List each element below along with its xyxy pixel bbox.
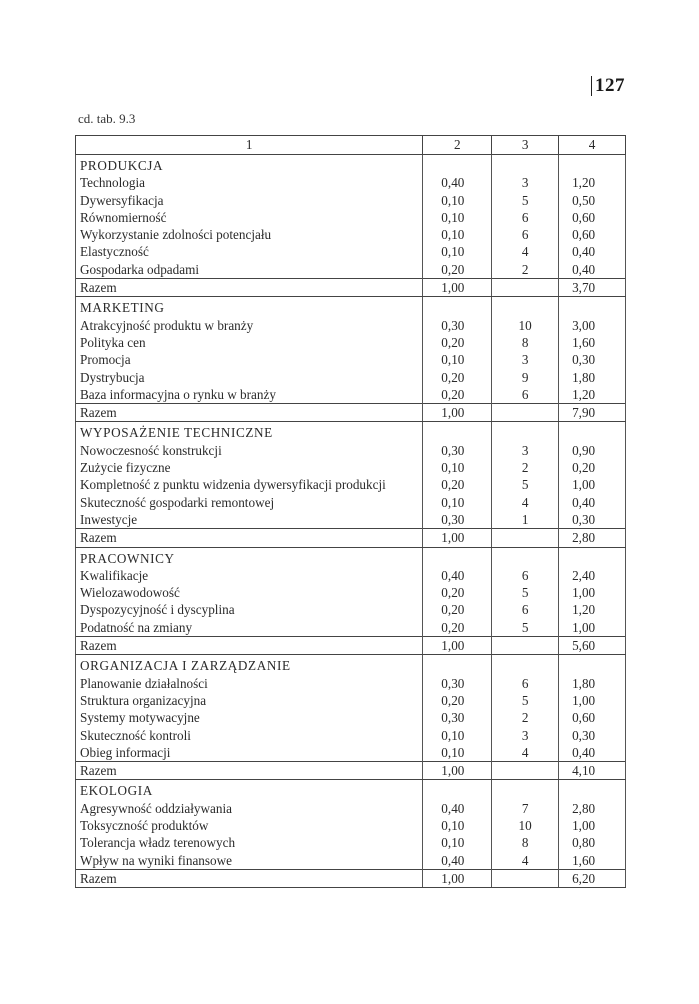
score-cell: 10 — [492, 317, 559, 334]
value-cell: 0,20 — [559, 459, 626, 476]
criterion-label: Obieg informacji — [76, 744, 423, 762]
value-cell: 0,60 — [559, 209, 626, 226]
value-cell: 1,20 — [559, 601, 626, 618]
total-label: Razem — [76, 279, 423, 297]
total-row — [76, 869, 626, 887]
score-cell: 6 — [492, 567, 559, 584]
section-title-row — [76, 780, 626, 800]
score-cell: 3 — [492, 174, 559, 191]
score-cell: 2 — [492, 709, 559, 726]
criterion-label: Nowoczesność konstrukcji — [76, 442, 423, 459]
weight-cell: 0,20 — [423, 369, 492, 386]
value-cell: 1,00 — [559, 619, 626, 637]
criterion-label: Wykorzystanie zdolności potencjału — [76, 226, 423, 243]
criterion-label: Promocja — [76, 351, 423, 368]
empty-cell — [492, 422, 559, 442]
table-row — [76, 675, 626, 692]
table-row — [76, 744, 626, 762]
empty-cell — [492, 297, 559, 317]
value-cell: 0,40 — [559, 494, 626, 511]
empty-cell — [559, 422, 626, 442]
header-col-4: 4 — [559, 136, 626, 155]
empty-cell — [492, 547, 559, 567]
weight-cell: 0,20 — [423, 584, 492, 601]
section-title-row — [76, 547, 626, 567]
criterion-label: Planowanie działalności — [76, 675, 423, 692]
score-cell: 6 — [492, 675, 559, 692]
value-cell: 1,00 — [559, 692, 626, 709]
weight-cell: 0,20 — [423, 261, 492, 279]
criterion-label: Wielozawodowość — [76, 584, 423, 601]
score-cell: 4 — [492, 243, 559, 260]
table-row — [76, 386, 626, 404]
table-row — [76, 174, 626, 191]
total-weight: 1,00 — [423, 762, 492, 780]
total-weight: 1,00 — [423, 279, 492, 297]
table-row — [76, 852, 626, 870]
criterion-label: Wpływ na wyniki finansowe — [76, 852, 423, 870]
value-cell: 0,30 — [559, 511, 626, 529]
section-title-row — [76, 297, 626, 317]
weight-cell: 0,10 — [423, 494, 492, 511]
header-col-3: 3 — [492, 136, 559, 155]
score-cell: 6 — [492, 386, 559, 404]
section-title: EKOLOGIA — [76, 780, 423, 800]
criterion-label: Polityka cen — [76, 334, 423, 351]
value-cell: 2,40 — [559, 567, 626, 584]
criterion-label: Atrakcyjność produktu w branży — [76, 317, 423, 334]
table-row — [76, 834, 626, 851]
table-row — [76, 619, 626, 637]
section-title: ORGANIZACJA I ZARZĄDZANIE — [76, 655, 423, 675]
score-cell: 5 — [492, 619, 559, 637]
total-label: Razem — [76, 637, 423, 655]
table-row — [76, 511, 626, 529]
empty-cell — [492, 655, 559, 675]
value-cell: 3,00 — [559, 317, 626, 334]
weight-cell: 0,10 — [423, 744, 492, 762]
table-row — [76, 226, 626, 243]
header-col-1: 1 — [76, 136, 423, 155]
weight-cell: 0,30 — [423, 511, 492, 529]
total-label: Razem — [76, 404, 423, 422]
score-cell: 1 — [492, 511, 559, 529]
weight-cell: 0,10 — [423, 192, 492, 209]
criterion-label: Systemy motywacyjne — [76, 709, 423, 726]
total-value: 6,20 — [559, 869, 626, 887]
table-row — [76, 601, 626, 618]
section-title-row — [76, 422, 626, 442]
value-cell: 1,60 — [559, 852, 626, 870]
weight-cell: 0,10 — [423, 459, 492, 476]
empty-cell — [492, 155, 559, 175]
total-row — [76, 762, 626, 780]
weight-cell: 0,10 — [423, 209, 492, 226]
page-number: 127 — [591, 76, 625, 96]
criterion-label: Toksyczność produktów — [76, 817, 423, 834]
criterion-label: Równomierność — [76, 209, 423, 226]
header-col-2: 2 — [423, 136, 492, 155]
weight-cell: 0,40 — [423, 567, 492, 584]
empty-cell — [559, 780, 626, 800]
criterion-label: Struktura organizacyjna — [76, 692, 423, 709]
criterion-label: Kompletność z punktu widzenia dywersyfikacji produkcji — [76, 476, 423, 493]
table-row — [76, 192, 626, 209]
criterion-label: Skuteczność kontroli — [76, 727, 423, 744]
value-cell: 0,80 — [559, 834, 626, 851]
criterion-label: Zużycie fizyczne — [76, 459, 423, 476]
weight-cell: 0,10 — [423, 351, 492, 368]
score-cell: 5 — [492, 476, 559, 493]
section-title: PRODUKCJA — [76, 155, 423, 175]
empty-cell — [559, 297, 626, 317]
score-cell: 5 — [492, 584, 559, 601]
total-weight: 1,00 — [423, 637, 492, 655]
total-row — [76, 529, 626, 547]
criterion-label: Podatność na zmiany — [76, 619, 423, 637]
criterion-label: Gospodarka odpadami — [76, 261, 423, 279]
table-row — [76, 243, 626, 260]
total-row — [76, 404, 626, 422]
value-cell: 0,50 — [559, 192, 626, 209]
weight-cell: 0,20 — [423, 601, 492, 618]
empty-cell — [559, 547, 626, 567]
weight-cell: 0,10 — [423, 834, 492, 851]
value-cell: 0,40 — [559, 261, 626, 279]
value-cell: 0,60 — [559, 709, 626, 726]
weight-cell: 0,20 — [423, 692, 492, 709]
criterion-label: Baza informacyjna o rynku w branży — [76, 386, 423, 404]
value-cell: 1,00 — [559, 584, 626, 601]
score-cell: 8 — [492, 834, 559, 851]
table-row — [76, 567, 626, 584]
score-cell: 5 — [492, 192, 559, 209]
weight-cell: 0,40 — [423, 800, 492, 817]
value-cell: 1,80 — [559, 369, 626, 386]
table-row — [76, 817, 626, 834]
score-cell: 4 — [492, 494, 559, 511]
score-cell: 6 — [492, 601, 559, 618]
total-score — [492, 529, 559, 547]
table-row — [76, 442, 626, 459]
value-cell: 0,40 — [559, 243, 626, 260]
score-cell: 3 — [492, 442, 559, 459]
total-score — [492, 869, 559, 887]
empty-cell — [423, 155, 492, 175]
value-cell: 0,90 — [559, 442, 626, 459]
weight-cell: 0,30 — [423, 317, 492, 334]
evaluation-table — [75, 135, 626, 888]
total-score — [492, 404, 559, 422]
criterion-label: Elastyczność — [76, 243, 423, 260]
value-cell: 0,40 — [559, 744, 626, 762]
score-cell: 3 — [492, 351, 559, 368]
total-value: 3,70 — [559, 279, 626, 297]
score-cell: 7 — [492, 800, 559, 817]
criterion-label: Skuteczność gospodarki remontowej — [76, 494, 423, 511]
section-title: PRACOWNICY — [76, 547, 423, 567]
weight-cell: 0,40 — [423, 174, 492, 191]
score-cell: 6 — [492, 226, 559, 243]
total-row — [76, 637, 626, 655]
value-cell: 0,30 — [559, 727, 626, 744]
score-cell: 4 — [492, 852, 559, 870]
criterion-label: Dystrybucja — [76, 369, 423, 386]
weight-cell: 0,20 — [423, 386, 492, 404]
empty-cell — [423, 780, 492, 800]
section-title: MARKETING — [76, 297, 423, 317]
total-label: Razem — [76, 529, 423, 547]
criterion-label: Agresywność oddziaływania — [76, 800, 423, 817]
value-cell: 1,00 — [559, 476, 626, 493]
score-cell: 10 — [492, 817, 559, 834]
section-title-row — [76, 655, 626, 675]
score-cell: 2 — [492, 261, 559, 279]
weight-cell: 0,30 — [423, 709, 492, 726]
table-row — [76, 351, 626, 368]
weight-cell: 0,10 — [423, 817, 492, 834]
total-weight: 1,00 — [423, 529, 492, 547]
total-weight: 1,00 — [423, 404, 492, 422]
total-score — [492, 762, 559, 780]
weight-cell: 0,20 — [423, 476, 492, 493]
empty-cell — [423, 297, 492, 317]
value-cell: 1,20 — [559, 386, 626, 404]
table-row — [76, 369, 626, 386]
total-value: 4,10 — [559, 762, 626, 780]
value-cell: 1,00 — [559, 817, 626, 834]
value-cell: 1,60 — [559, 334, 626, 351]
empty-cell — [423, 655, 492, 675]
table-row — [76, 584, 626, 601]
table-row — [76, 494, 626, 511]
section-title: WYPOSAŻENIE TECHNICZNE — [76, 422, 423, 442]
criterion-label: Dywersyfikacja — [76, 192, 423, 209]
total-row — [76, 279, 626, 297]
table-row — [76, 709, 626, 726]
table-row — [76, 692, 626, 709]
weight-cell: 0,30 — [423, 442, 492, 459]
weight-cell: 0,20 — [423, 334, 492, 351]
score-cell: 9 — [492, 369, 559, 386]
total-score — [492, 279, 559, 297]
empty-cell — [423, 547, 492, 567]
table-caption: cd. tab. 9.3 — [78, 111, 136, 126]
value-cell: 1,80 — [559, 675, 626, 692]
score-cell: 6 — [492, 209, 559, 226]
table-row — [76, 209, 626, 226]
section-title-row — [76, 155, 626, 175]
criterion-label: Dyspozycyjność i dyscyplina — [76, 601, 423, 618]
table-row — [76, 476, 626, 493]
empty-cell — [559, 155, 626, 175]
weight-cell: 0,40 — [423, 852, 492, 870]
table-row — [76, 459, 626, 476]
empty-cell — [559, 655, 626, 675]
score-cell: 2 — [492, 459, 559, 476]
table-row — [76, 727, 626, 744]
table-row — [76, 261, 626, 279]
total-weight: 1,00 — [423, 869, 492, 887]
criterion-label: Tolerancja władz terenowych — [76, 834, 423, 851]
value-cell: 0,60 — [559, 226, 626, 243]
criterion-label: Technologia — [76, 174, 423, 191]
weight-cell: 0,10 — [423, 226, 492, 243]
total-label: Razem — [76, 869, 423, 887]
table-row — [76, 317, 626, 334]
score-cell: 5 — [492, 692, 559, 709]
total-label: Razem — [76, 762, 423, 780]
total-value: 5,60 — [559, 637, 626, 655]
empty-cell — [492, 780, 559, 800]
total-value: 7,90 — [559, 404, 626, 422]
value-cell: 2,80 — [559, 800, 626, 817]
weight-cell: 0,10 — [423, 727, 492, 744]
score-cell: 8 — [492, 334, 559, 351]
criterion-label: Inwestycje — [76, 511, 423, 529]
table-row — [76, 334, 626, 351]
value-cell: 1,20 — [559, 174, 626, 191]
criterion-label: Kwalifikacje — [76, 567, 423, 584]
weight-cell: 0,20 — [423, 619, 492, 637]
total-score — [492, 637, 559, 655]
score-cell: 4 — [492, 744, 559, 762]
weight-cell: 0,30 — [423, 675, 492, 692]
table-header-row — [76, 136, 626, 155]
weight-cell: 0,10 — [423, 243, 492, 260]
score-cell: 3 — [492, 727, 559, 744]
value-cell: 0,30 — [559, 351, 626, 368]
total-value: 2,80 — [559, 529, 626, 547]
empty-cell — [423, 422, 492, 442]
table-row — [76, 800, 626, 817]
